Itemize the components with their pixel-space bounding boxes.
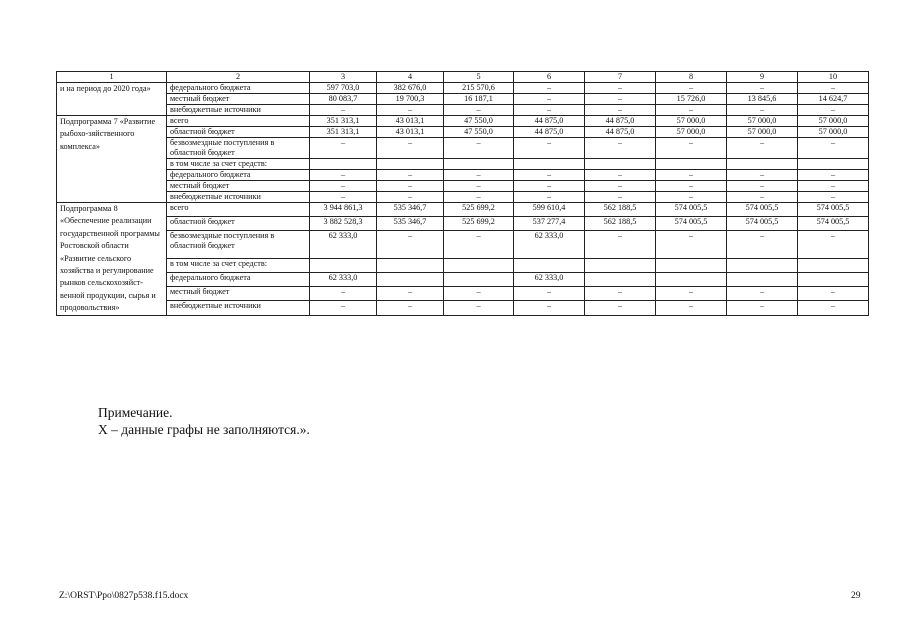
budget-value: 535 346,7 <box>377 203 444 217</box>
table-row <box>57 83 869 94</box>
funding-source: внебюджетные источники <box>167 192 310 203</box>
budget-value: 47 550,0 <box>444 116 514 127</box>
column-number: 4 <box>377 72 444 83</box>
budget-value: – <box>585 83 656 94</box>
budget-value: 57 000,0 <box>656 116 727 127</box>
funding-source: областной бюджет <box>167 217 310 231</box>
budget-value: 3 944 861,3 <box>310 203 377 217</box>
budget-value: – <box>514 170 585 181</box>
budget-value: – <box>377 181 444 192</box>
column-number: 8 <box>656 72 727 83</box>
budget-value: – <box>310 192 377 203</box>
budget-value: 44 875,0 <box>514 116 585 127</box>
budget-value <box>727 272 798 286</box>
budget-value: – <box>444 138 514 159</box>
budget-value: – <box>656 301 727 315</box>
budget-value: – <box>798 301 869 315</box>
budget-value: – <box>444 181 514 192</box>
column-number-row <box>57 72 869 83</box>
budget-value: – <box>585 138 656 159</box>
budget-value: 525 699,2 <box>444 203 514 217</box>
funding-source: федерального бюджета <box>167 272 310 286</box>
budget-value: – <box>585 105 656 116</box>
budget-value: – <box>656 83 727 94</box>
note <box>98 404 310 438</box>
budget-value: 574 005,5 <box>798 217 869 231</box>
budget-value: – <box>377 192 444 203</box>
budget-value: – <box>727 181 798 192</box>
budget-value: – <box>585 301 656 315</box>
funding-source: местный бюджет <box>167 94 310 105</box>
budget-value: – <box>377 105 444 116</box>
budget-value <box>514 159 585 170</box>
budget-value: – <box>310 138 377 159</box>
budget-value: – <box>444 301 514 315</box>
budget-value: – <box>514 287 585 301</box>
column-number: 6 <box>514 72 585 83</box>
table-row <box>57 217 869 231</box>
budget-table-body <box>57 72 869 316</box>
budget-value: – <box>310 170 377 181</box>
budget-value: 57 000,0 <box>798 127 869 138</box>
budget-value: 574 005,5 <box>727 203 798 217</box>
budget-value: 57 000,0 <box>656 127 727 138</box>
budget-value: 562 188,5 <box>585 217 656 231</box>
budget-value: – <box>727 170 798 181</box>
funding-source: федерального бюджета <box>167 83 310 94</box>
budget-value: – <box>444 287 514 301</box>
table-row <box>57 301 869 315</box>
budget-value: 44 875,0 <box>585 116 656 127</box>
table-row <box>57 105 869 116</box>
budget-value: – <box>377 138 444 159</box>
budget-value: – <box>727 138 798 159</box>
budget-value: – <box>727 83 798 94</box>
table-row <box>57 231 869 258</box>
program-name: Подпрограмма 7 «Развитие рыбохо-зяйственного комплекса» <box>57 116 167 203</box>
table-row <box>57 181 869 192</box>
budget-value: 562 188,5 <box>585 203 656 217</box>
budget-value: 535 346,7 <box>377 217 444 231</box>
funding-source: местный бюджет <box>167 287 310 301</box>
budget-value: 351 313,1 <box>310 116 377 127</box>
budget-value: 14 624,7 <box>798 94 869 105</box>
funding-source: областной бюджет <box>167 127 310 138</box>
budget-value: 62 333,0 <box>310 272 377 286</box>
budget-value: 574 005,5 <box>798 203 869 217</box>
budget-value <box>310 258 377 272</box>
table-row <box>57 287 869 301</box>
budget-value: – <box>514 301 585 315</box>
budget-value: 537 277,4 <box>514 217 585 231</box>
budget-value <box>514 258 585 272</box>
funding-source: всего <box>167 203 310 217</box>
budget-value: – <box>656 105 727 116</box>
budget-value <box>798 159 869 170</box>
budget-value: – <box>656 287 727 301</box>
budget-value: – <box>585 181 656 192</box>
funding-source: местный бюджет <box>167 181 310 192</box>
budget-value: – <box>444 170 514 181</box>
budget-value: 57 000,0 <box>727 127 798 138</box>
note-text: Х – данные графы не заполняются.». <box>98 422 310 437</box>
budget-value: – <box>656 231 727 258</box>
budget-value <box>444 272 514 286</box>
budget-value: – <box>444 105 514 116</box>
budget-value: – <box>514 192 585 203</box>
budget-value: – <box>656 170 727 181</box>
budget-value: – <box>798 287 869 301</box>
table-row <box>57 170 869 181</box>
budget-value: 57 000,0 <box>727 116 798 127</box>
budget-value: – <box>727 287 798 301</box>
budget-value: – <box>798 138 869 159</box>
funding-source: в том числе за счет средств: <box>167 159 310 170</box>
budget-value: – <box>727 192 798 203</box>
budget-value: – <box>585 192 656 203</box>
funding-source: внебюджетные источники <box>167 301 310 315</box>
budget-value: – <box>656 181 727 192</box>
budget-value <box>798 258 869 272</box>
budget-value: 62 333,0 <box>310 231 377 258</box>
table-row <box>57 203 869 217</box>
budget-value: – <box>377 170 444 181</box>
budget-value: 47 550,0 <box>444 127 514 138</box>
budget-value: – <box>377 301 444 315</box>
budget-value <box>585 258 656 272</box>
footer-file-path: Z:\ORST\Ppo\0827p538.f15.docx <box>59 591 189 601</box>
budget-value: 44 875,0 <box>514 127 585 138</box>
table-row <box>57 272 869 286</box>
budget-table <box>56 71 869 316</box>
budget-value <box>656 159 727 170</box>
column-number: 1 <box>57 72 167 83</box>
program-name: и на период до 2020 года» <box>57 83 167 116</box>
budget-value: – <box>585 94 656 105</box>
budget-value: 16 187,1 <box>444 94 514 105</box>
budget-value <box>444 258 514 272</box>
budget-value: – <box>514 94 585 105</box>
budget-value: 44 875,0 <box>585 127 656 138</box>
budget-value: 574 005,5 <box>656 203 727 217</box>
budget-value: 215 570,6 <box>444 83 514 94</box>
budget-value: – <box>798 192 869 203</box>
funding-source: безвозмездные поступления в областной бюджет <box>167 138 310 159</box>
page-number: 29 <box>851 591 861 601</box>
budget-value: 13 845,6 <box>727 94 798 105</box>
budget-value: 382 676,0 <box>377 83 444 94</box>
column-number: 2 <box>167 72 310 83</box>
funding-source: федерального бюджета <box>167 170 310 181</box>
budget-value: – <box>310 181 377 192</box>
budget-value: – <box>377 231 444 258</box>
funding-source: безвозмездные поступления в областной бюджет <box>167 231 310 258</box>
table-row <box>57 127 869 138</box>
budget-value: – <box>798 170 869 181</box>
funding-source: внебюджетные источники <box>167 105 310 116</box>
budget-value: – <box>585 287 656 301</box>
table-row <box>57 138 869 159</box>
budget-value <box>377 272 444 286</box>
budget-value: – <box>727 301 798 315</box>
budget-value: 62 333,0 <box>514 231 585 258</box>
budget-value: – <box>727 105 798 116</box>
budget-value: – <box>310 105 377 116</box>
budget-value <box>310 159 377 170</box>
budget-value: 574 005,5 <box>727 217 798 231</box>
budget-value: 3 882 528,3 <box>310 217 377 231</box>
table-row <box>57 159 869 170</box>
budget-value: 574 005,5 <box>656 217 727 231</box>
budget-value: 599 610,4 <box>514 203 585 217</box>
column-number: 3 <box>310 72 377 83</box>
budget-value: 351 313,1 <box>310 127 377 138</box>
table-row <box>57 192 869 203</box>
column-number: 9 <box>727 72 798 83</box>
budget-value: 62 333,0 <box>514 272 585 286</box>
budget-value: – <box>585 170 656 181</box>
note-heading: Примечание. <box>98 405 173 420</box>
budget-value: – <box>310 287 377 301</box>
funding-source: всего <box>167 116 310 127</box>
budget-value: – <box>727 231 798 258</box>
budget-value <box>444 159 514 170</box>
budget-value: 19 700,3 <box>377 94 444 105</box>
column-number: 10 <box>798 72 869 83</box>
budget-value <box>377 159 444 170</box>
column-number: 5 <box>444 72 514 83</box>
budget-value: 57 000,0 <box>798 116 869 127</box>
budget-value: – <box>514 138 585 159</box>
budget-value: – <box>310 301 377 315</box>
budget-value: – <box>798 181 869 192</box>
budget-value <box>727 258 798 272</box>
budget-value: – <box>514 105 585 116</box>
table-row <box>57 94 869 105</box>
budget-value: 43 013,1 <box>377 116 444 127</box>
budget-value <box>798 272 869 286</box>
budget-value: 80 083,7 <box>310 94 377 105</box>
budget-value: – <box>514 83 585 94</box>
budget-value <box>585 272 656 286</box>
budget-value <box>585 159 656 170</box>
budget-value: 525 699,2 <box>444 217 514 231</box>
column-number: 7 <box>585 72 656 83</box>
budget-value: 597 703,0 <box>310 83 377 94</box>
budget-value <box>727 159 798 170</box>
budget-value <box>656 258 727 272</box>
table-row <box>57 116 869 127</box>
budget-value <box>377 258 444 272</box>
budget-value: – <box>444 231 514 258</box>
budget-value: – <box>798 83 869 94</box>
funding-source: в том числе за счет средств: <box>167 258 310 272</box>
budget-value: – <box>798 231 869 258</box>
budget-value: – <box>444 192 514 203</box>
budget-value: 15 726,0 <box>656 94 727 105</box>
budget-value: – <box>514 181 585 192</box>
program-name: Подпрограмма 8 «Обеспечение реализации государственной программы Ростовской области «Развитие сельского хозяйства и регулирование рынков сельскохозяйст-венной продукции, сырья и продовольствия» <box>57 203 167 316</box>
budget-value: – <box>656 138 727 159</box>
budget-value: – <box>377 287 444 301</box>
budget-value: – <box>585 231 656 258</box>
budget-value: – <box>656 192 727 203</box>
table-row <box>57 258 869 272</box>
budget-value: 43 013,1 <box>377 127 444 138</box>
budget-value: – <box>798 105 869 116</box>
budget-value <box>656 272 727 286</box>
